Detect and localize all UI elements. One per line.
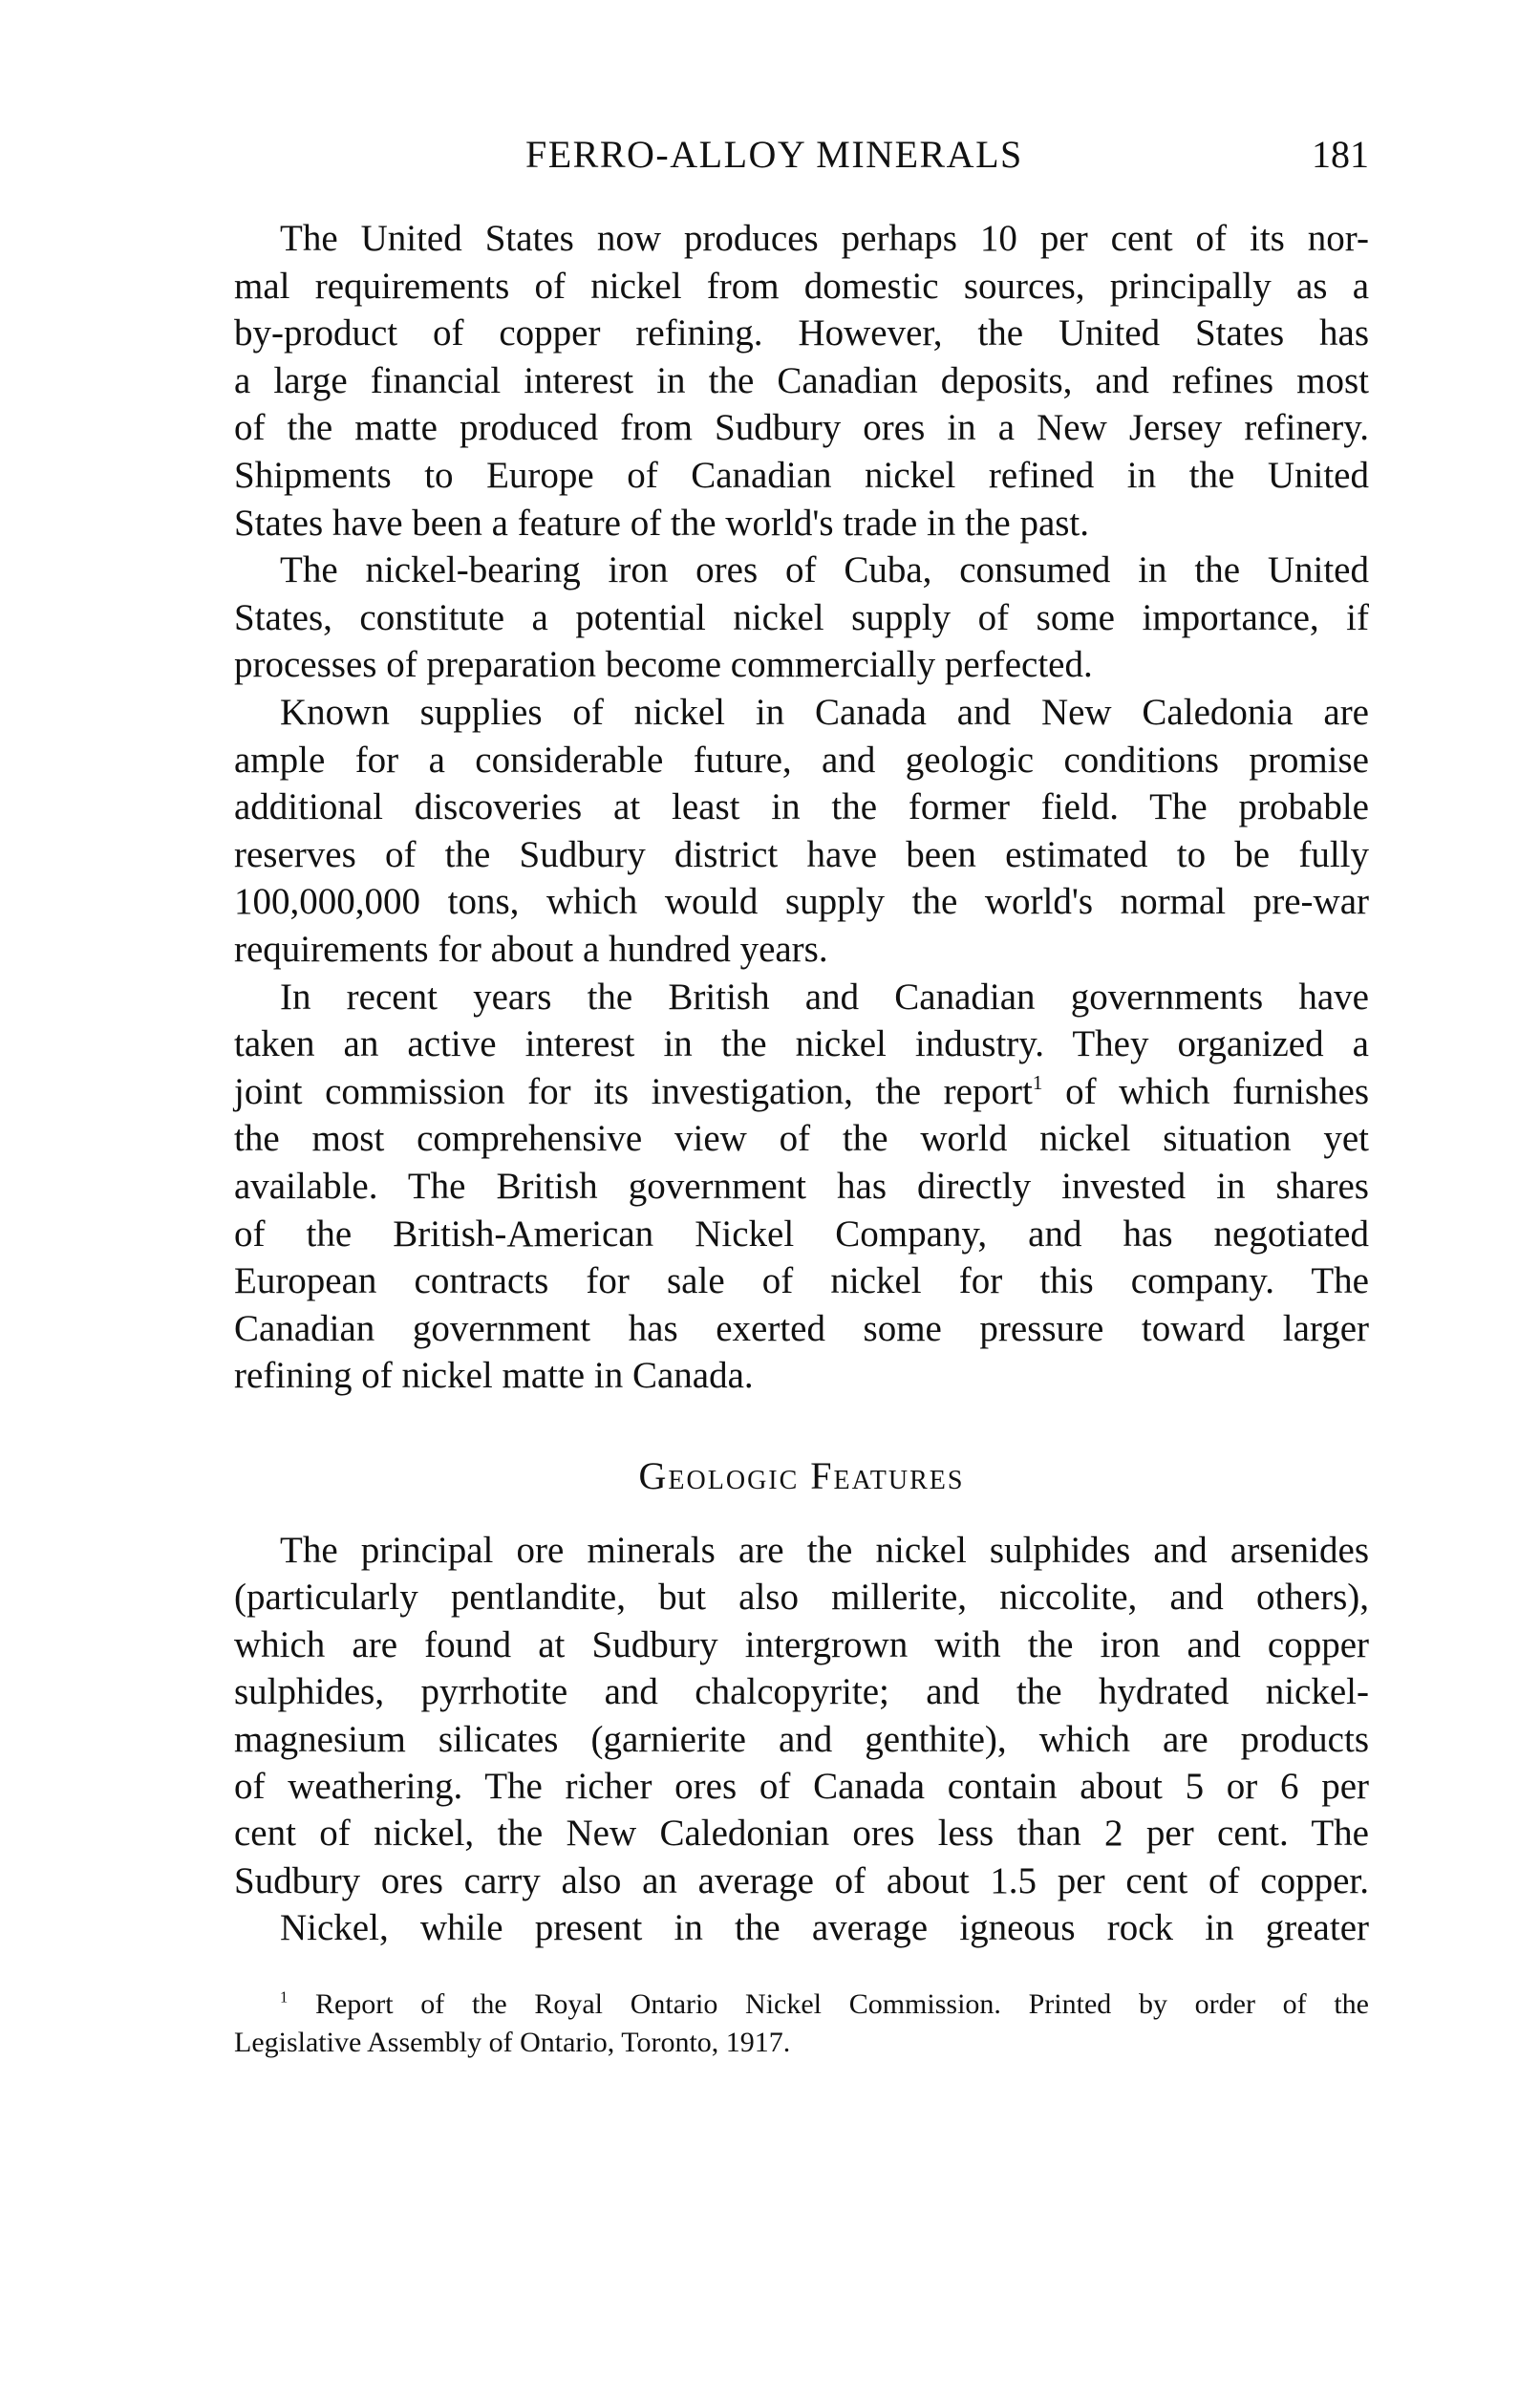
paragraph-3-line: requirements for about a hundred years. [234,929,828,970]
paragraph-3-line: 100,000,000 tons, which would supply the world's normal pre-war [234,881,1369,923]
paragraph-1-line: of the matte produced from Sudbury ores in a New Jersey refinery. [234,407,1369,449]
running-title: FERRO-ALLOY MINERALS [525,133,1023,176]
paragraph-3-line: ample for a considerable future, and geologic conditions promise [234,739,1369,781]
footnote-line-1 [280,1986,1369,2024]
paragraph-4-line: refining of nickel matte in Canada. [234,1355,754,1397]
section-paragraph-1-line: of weathering. The richer ores of Canada contain about 5 or 6 per [234,1766,1369,1807]
section-paragraph-1-line: which are found at Sudbury intergrown with the iron and copper [234,1623,1369,1665]
paragraph-3-line: Known supplies of nickel in Canada and New Caledonia are [280,692,1369,733]
paragraph-2-line: States, constitute a potential nickel supply of some importance, if [234,596,1369,638]
paragraph-4-line: In recent years the British and Canadian governments have [280,976,1369,1018]
line-text: joint commission for its investigation, the report [234,1070,1033,1112]
footnote-text: Report of the Royal Ontario Nickel Commission. Printed by order of the [314,1988,1369,2020]
section-heading: Geologic Features [638,1454,965,1497]
footnote-marker: 1 [280,1987,289,2007]
paragraph-4-line: of the British-American Nickel Company, and has negotiated [234,1213,1369,1255]
paragraph-1-line: by-product of copper refining. However, the United States has [234,312,1369,354]
page-number: 181 [1312,133,1369,176]
paragraph-1-line: States have been a feature of the world's trade in the past. [234,502,1090,544]
section-paragraph-1-line: sulphides, pyrrhotite and chalcopyrite; and the hydrated nickel- [234,1671,1369,1713]
paragraph-2-line: The nickel-bearing iron ores of Cuba, consumed in the United [280,549,1369,591]
paragraph-4-line-with-footnote-ref [234,1068,1369,1116]
section-paragraph-1-line: magnesium silicates (garnierite and genthite), which are products [234,1718,1369,1760]
paragraph-4-line: available. The British government has directly invested in shares [234,1166,1369,1207]
paragraph-4-line: Canadian government has exerted some pressure toward larger [234,1307,1369,1349]
footnote-reference[interactable]: 1 [1032,1070,1043,1094]
paragraph-2-line: processes of preparation become commercially perfected. [234,644,1093,686]
section-paragraph-1-line: The principal ore minerals are the nickel sulphides and arsenides [280,1530,1369,1571]
section-paragraph-1-line: cent of nickel, the New Caledonian ores less than 2 per cent. The [234,1813,1369,1855]
paragraph-1-line: a large financial interest in the Canadian deposits, and refines most [234,359,1369,401]
paragraph-3-line: additional discoveries at least in the former field. The probable [234,786,1369,828]
paragraph-1-line: Shipments to Europe of Canadian nickel refined in the United [234,455,1369,496]
paragraph-3-line: reserves of the Sudbury district have been estimated to be fully [234,833,1369,875]
footnote-line-2: Legislative Assembly of Ontario, Toronto, 1917. [234,2027,791,2058]
section-paragraph-1-line: Sudbury ores carry also an average of about 1.5 per cent of copper. [234,1859,1369,1901]
section-paragraph-2-line: Nickel, while present in the average igneous rock in greater [280,1907,1369,1949]
paragraph-1-line: mal requirements of nickel from domestic sources, principally as a [234,265,1369,307]
paragraph-4-line: taken an active interest in the nickel industry. They organized a [234,1023,1369,1065]
section-paragraph-1-line: (particularly pentlandite, but also millerite, niccolite, and others), [234,1577,1369,1619]
line-text-tail: of which furnishes [1042,1070,1369,1112]
paragraph-1-line: The United States now produces perhaps 10 per cent of its nor- [280,218,1369,259]
paragraph-4-line: the most comprehensive view of the world nickel situation yet [234,1118,1369,1160]
paragraph-4-line: European contracts for sale of nickel for this company. The [234,1260,1369,1302]
running-head [234,131,1369,179]
